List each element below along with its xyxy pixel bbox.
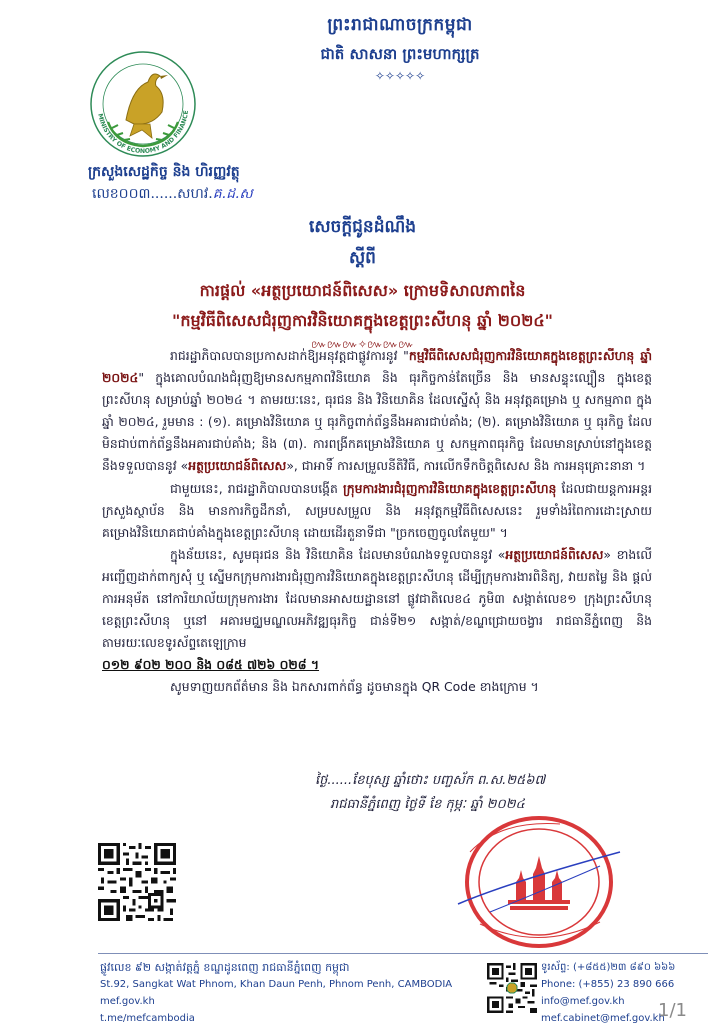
paragraph-1: រាជរដ្ឋាភិបាលបានប្រកាសដាក់ឱ្យអនុវត្តជាផ្លូវការនូវ "កម្មវិធីពិសេសជំរុញការវិនិយោគក្នុងខេត្តព្រះសីហនុ ឆ្នាំ ២០២៤" ក្នុងគោលបំណងជំរុញឱ្យមានសកម្មភាពវិនិយោគ និង ធុរកិច្ចកាន់តែច្រើន និង មានសន្ទុះល្បឿន ក្នុងខេត្តព្រះសីហនុ សម្រាប់ឆ្នាំ ២០២៤ ។ តាមរយៈនេះ, ធុរជន និង វិនិយោគិន ដែលស្នើសុំ និង អនុវត្តគម្រោង ឬ សកម្មភាព ក្នុងឆ្នាំ ២០២៤, រួមមាន : (១). គម្រោងវិនិយោគ ឬ ធុរកិច្ចពាក់ព័ន្ធនឹងអគារជាប់គាំង; (២). គម្រោងវិនិយោគ ឬ ធុរកិច្ច ដែលមិនជាប់ពាក់ព័ន្ធនឹងអគារជាប់គាំង; និង (៣). ការពង្រីកគម្រោងវិនិយោគ ឬ សកម្មភាពធុរកិច្ច ដែលមានស្រាប់នៅក្នុងខេត្ត នឹងទទួលបាននូវ «អត្ថប្រយោជន៍ពិសេស», ជាអាទិ៍ ការសម្រួលនីតិវិធី, ការលើកទឹកចិត្តពិសេស និង ការអនុគ្រោះនានា ។ [102,348,652,474]
footer-contact [541,959,675,1027]
ref-prefix: លេខ [92,186,119,202]
address-km: ផ្លូវលេខ ៩២ សង្កាត់វត្តភ្នំ ខណ្ឌដូនពេញ រាជធានីភ្នំពេញ កម្ពុជា [100,961,350,974]
page-counter: 1/1 [658,1000,687,1021]
title-program: "កម្មវិធីពិសេសជំរុញការវិនិយោគក្នុងខេត្តព្រះសីហនុ ឆ្នាំ ២០២៤" [171,311,553,330]
ref-suffix: ......សហវ. [150,186,213,202]
email-cabinet-link[interactable]: mef.cabinet@mef.gov.kh [541,1013,665,1024]
title-notice: សេចក្ដីជូនដំណឹង [308,217,417,237]
reference-number [92,184,253,205]
paragraph-4: សូមទាញយកព័ត៌មាន និង ឯកសារពាក់ព័ន្ធ ដូចមានក្នុង QR Code ខាងក្រោម ។ [170,679,539,695]
phone-km: ទូរស័ព្ទ: (+៨៥៥)២៣ ៨៩០ ៦៦៦ [541,962,676,973]
footer-address [100,959,452,1027]
paragraph-2: ជាមួយនេះ, រាជរដ្ឋាភិបាលបានបង្កើត ក្រុមការងារជំរុញការវិនិយោគក្នុងខេត្តព្រះសីហនុ ដែលជាយន្តការអន្តរក្រសួងស្ថាប័ន និង មានការកិច្ចដឹកនាំ, សម្របសម្រួល និង អនុវត្តកម្មវិធីពិសេសនេះ រួមទាំងរំពៃការដោះស្រាយគម្រោងវិនិយោគជាប់គាំងក្នុងខេត្តព្រះសីហនុ ដោយដើរតួនាទីជា "ច្រកចេញចូលតែមួយ" ។ [102,480,653,540]
document-body [102,345,652,699]
telegram-link[interactable]: t.me/mefcambodia [100,1013,195,1024]
hamsa-bird-icon [126,74,168,138]
qr-code[interactable] [98,842,176,922]
address-en: St.92, Sangkat Wat Phnom, Khan Daun Penh, Phnom Penh, CAMBODIA [100,979,453,990]
ref-number: ០០៣ [118,186,151,202]
solar-date: រាជធានីភ្នំពេញ ថ្ងៃទី ខែ កុម្ភៈ ឆ្នាំ ២០២៤ [330,797,525,812]
ministry-name: ក្រសួងសេដ្ឋកិច្ច និង ហិរញ្ញវត្ថុ [88,164,240,180]
ref-handwritten: គ.ដ.ស [212,186,253,202]
official-seal [450,812,628,952]
footer-qr-code[interactable] [487,962,537,1014]
lunar-date: ថ្ងៃ......ខែបុស្ស ឆ្នាំថោះ បញ្ចស័ក ព.ស.២៥៦៧ [315,773,546,788]
website-link[interactable]: mef.gov.kh [100,996,155,1007]
document-title [70,216,655,354]
title-ornament: ៚៚៚✧៚៚៚ [311,338,414,351]
footer-divider [98,953,708,954]
title-regarding: ស្ដីពី [349,248,376,268]
kingdom-header [240,14,560,83]
telegram-phones: ០១២ ៩០២ ២០០ និង ០៨៥ ៧២៦ ០២៨ ។ [102,657,320,673]
phone-en[interactable]: Phone: (+855) 23 890 666 [541,979,675,990]
ministry-logo [82,48,204,160]
email-link[interactable]: info@mef.gov.kh [541,996,625,1007]
ministry-logo-text: MINISTRY OF ECONOMY AND FINANCE [96,110,190,156]
paragraph-3: ក្នុងន័យនេះ, សូមធុរជន និង វិនិយោគិន ដែលមានបំណងទទួលបាននូវ «អត្ថប្រយោជន៍ពិសេស» ខាងលើ អញ្ជើញដាក់ពាក្យសុំ ឬ ស្នើមកក្រុមការងារជំរុញការវិនិយោគក្នុងខេត្តព្រះសីហនុ ដើម្បីក្រុមការងារពិនិត្យ, វាយតម្លៃ និង ផ្ដល់ការអនុម័ត នៅការិយាល័យក្រុមការងារ ដែលមានអាសយដ្ឋាននៅ ផ្លូវជាតិលេខ៤ ភូមិ៣ សង្កាត់លេខ១ ក្រុងព្រះសីហនុ ខេត្តព្រះសីហនុ ឬនៅ អគារមជ្ឈមណ្ឌលអភិវឌ្ឍធុរកិច្ច ជាន់ទី២១ សង្កាត់/ខណ្ឌជ្រោយចង្វារ រាជធានីភ្នំពេញ និង តាមរយៈលេខទូរស័ព្ទតេឡេក្រាម ០១២ ៩០២ ២០០ និង ០៨៥ ៧២៦ ០២៨ ។ [102,546,652,673]
kingdom-motto: ជាតិ សាសនា ព្រះមហាក្សត្រ [320,45,480,63]
kingdom-title: ព្រះរាជាណាចក្រកម្ពុជា [327,15,473,35]
title-subject: ការផ្ដល់ «អត្ថប្រយោជន៍ពិសេស» ក្រោមទិសាលភាពនៃ [199,281,526,300]
header-ornament: ✧✧✧✧✧ [374,69,426,83]
